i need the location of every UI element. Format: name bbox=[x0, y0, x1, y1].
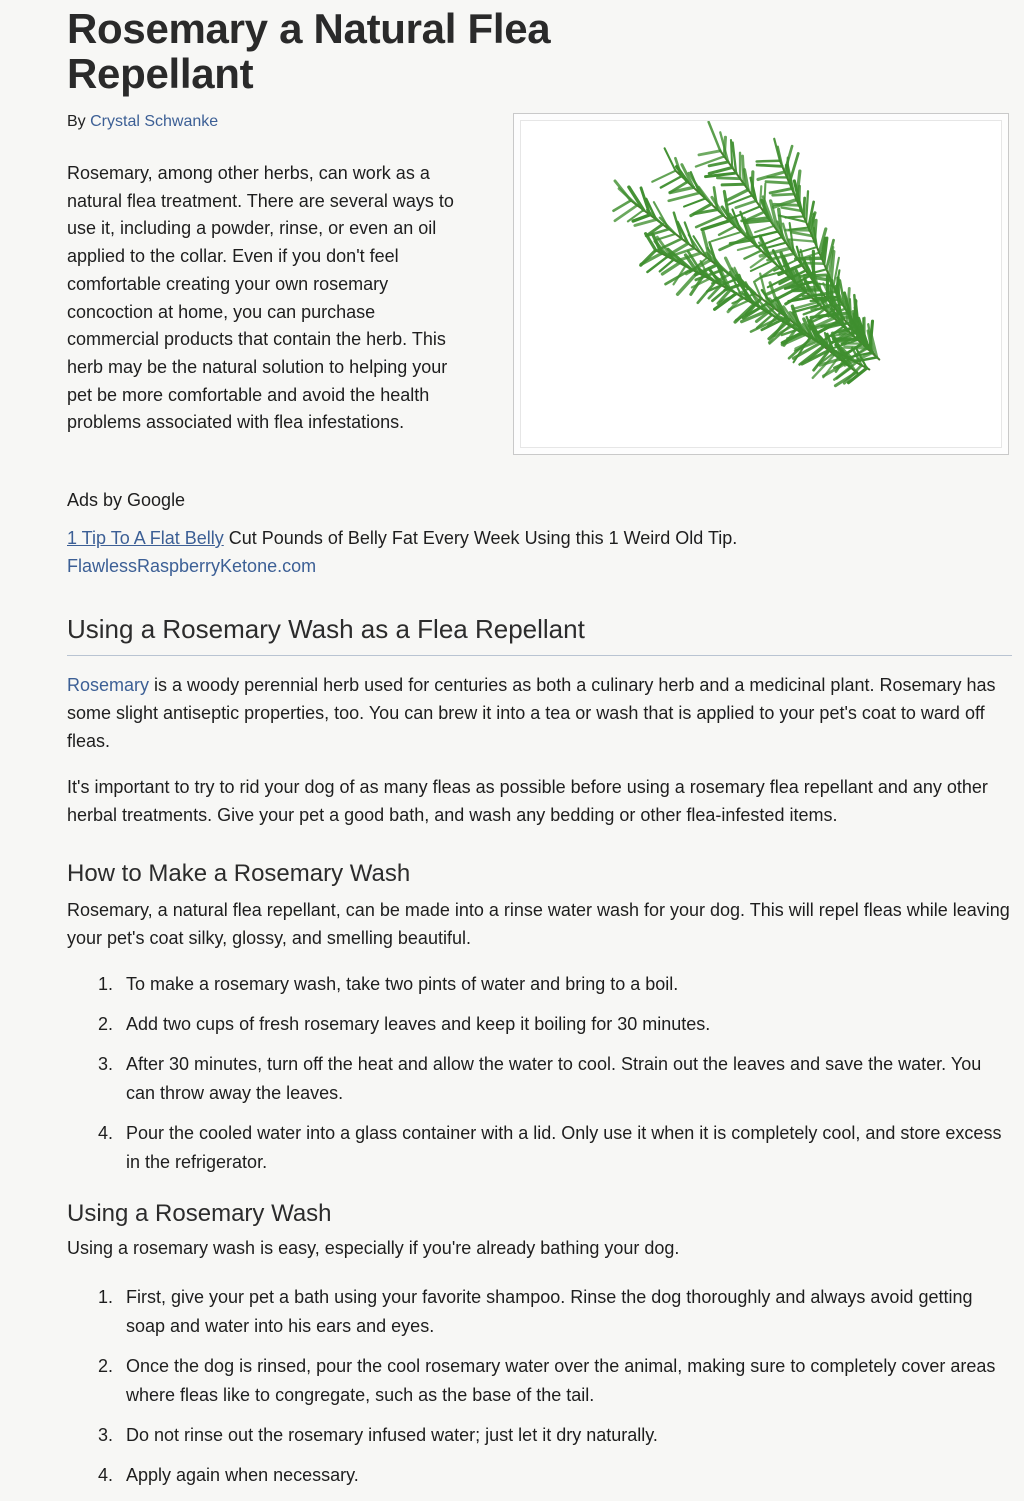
list-item-text: Pour the cooled water into a glass container with a lid. Only use it when it is completely cool, and store excess in the refrigerator. bbox=[126, 1123, 1001, 1172]
rosemary-needle bbox=[806, 191, 808, 222]
list-item-text: To make a rosemary wash, take two pints of water and bring to a boil. bbox=[126, 974, 678, 994]
rosemary-needle bbox=[792, 232, 812, 236]
list-number: 1. bbox=[98, 970, 113, 999]
list-number: 3. bbox=[98, 1050, 113, 1079]
rosemary-photo bbox=[513, 113, 1009, 455]
section3-intro: Using a rosemary wash is easy, especially if you're already bathing your dog. bbox=[67, 1234, 1017, 1262]
author-link[interactable]: Crystal Schwanke bbox=[90, 113, 218, 130]
rosemary-needle bbox=[811, 300, 840, 301]
rosemary-needle bbox=[816, 297, 839, 299]
ad-line bbox=[67, 528, 737, 549]
list-item bbox=[67, 1283, 1007, 1341]
rosemary-needle bbox=[711, 232, 741, 241]
rosemary-needle bbox=[782, 207, 802, 210]
rosemary-needle bbox=[722, 184, 744, 185]
rosemary-needle bbox=[744, 251, 761, 259]
section2-intro: Rosemary, a natural flea repellant, can be made into a rinse water wash for your dog. This will repel fleas while leaving your pet's coat silky, glossy, and smelling beautiful. bbox=[67, 896, 1017, 952]
rosemary-needle bbox=[709, 122, 721, 151]
list-item bbox=[67, 1421, 1007, 1450]
using-wash-steps bbox=[67, 1283, 1007, 1501]
rosemary-needle bbox=[665, 148, 676, 170]
rosemary-needle bbox=[794, 290, 820, 291]
list-number: 1. bbox=[98, 1283, 113, 1312]
list-number: 2. bbox=[98, 1010, 113, 1039]
section1-paragraph-1 bbox=[67, 671, 1017, 755]
intro-paragraph: Rosemary, among other herbs, can work as a natural flea treatment. There are several ways to use it, including a powder, rinse, or even an oil applied to the collar. Even if you don't feel comfortable creating your own rosemary concoction at home, you can purchase commercial products that contain the herb. This herb may be the natural solution to helping your pet be more comfortable and avoid the health problems associated with flea infestations. bbox=[67, 160, 462, 437]
rosemary-needle bbox=[652, 171, 675, 182]
rosemary-sprig-image bbox=[521, 121, 1001, 447]
list-item-text: First, give your pet a bath using your favorite shampoo. Rinse the dog thoroughly and always avoid getting soap and water into his ears and eyes. bbox=[126, 1287, 973, 1336]
rosemary-needle bbox=[669, 193, 700, 201]
list-item-text: Add two cups of fresh rosemary leaves and keep it boiling for 30 minutes. bbox=[126, 1014, 710, 1034]
rosemary-needle bbox=[770, 189, 792, 193]
ad-domain-link[interactable]: FlawlessRaspberryKetone.com bbox=[67, 556, 316, 577]
rosemary-needle bbox=[719, 226, 735, 234]
ad-link[interactable]: 1 Tip To A Flat Belly bbox=[67, 528, 224, 548]
rosemary-needle bbox=[730, 240, 750, 243]
rosemary-needle bbox=[684, 199, 705, 207]
rosemary-needle bbox=[736, 201, 756, 208]
list-number: 3. bbox=[98, 1421, 113, 1450]
list-number: 4. bbox=[98, 1461, 113, 1490]
list-item-text: Once the dog is rinsed, pour the cool rosemary water over the animal, making sure to completely cover areas where fleas like to congregate, such as the base of the tail. bbox=[126, 1356, 995, 1405]
rosemary-needle bbox=[699, 151, 720, 155]
rosemary-needle bbox=[766, 182, 789, 183]
make-wash-steps bbox=[67, 970, 1007, 1188]
rosemary-needle bbox=[804, 198, 805, 216]
list-item-text: After 30 minutes, turn off the heat and allow the water to cool. Strain out the leaves and save the water. You can throw away the leaves. bbox=[126, 1054, 981, 1103]
list-item bbox=[67, 1119, 1007, 1177]
rosemary-needle bbox=[717, 178, 740, 179]
article-title: Rosemary a Natural Flea Repellant bbox=[67, 6, 687, 96]
byline bbox=[67, 113, 218, 131]
rosemary-needle bbox=[773, 194, 795, 195]
list-number: 2. bbox=[98, 1352, 113, 1381]
rosemary-needle bbox=[699, 187, 712, 204]
list-item-text: Do not rinse out the rosemary infused water; just let it dry naturally. bbox=[126, 1425, 658, 1445]
ads-label: Ads by Google bbox=[67, 490, 185, 511]
rosemary-needle bbox=[757, 161, 780, 162]
rosemary-needle bbox=[832, 317, 851, 318]
list-number: 4. bbox=[98, 1119, 113, 1148]
rosemary-needle bbox=[709, 162, 728, 166]
rosemary-needle bbox=[803, 263, 824, 264]
rosemary-needle bbox=[766, 243, 786, 248]
section1-paragraph-2: It's important to try to rid your dog of as many fleas as possible before using a rosemary flea repellant and any other herbal treatments. Give your pet a good bath, and wash any bedding or other flea-infested items. bbox=[67, 773, 1017, 829]
list-item bbox=[67, 1010, 1007, 1039]
list-item bbox=[67, 1461, 1007, 1490]
rosemary-needle bbox=[774, 204, 799, 205]
section-heading-using-wash: Using a Rosemary Wash bbox=[67, 1200, 332, 1228]
rosemary-needle bbox=[812, 214, 814, 236]
list-item bbox=[67, 1352, 1007, 1410]
rosemary-needle bbox=[845, 347, 870, 348]
rosemary-needle bbox=[738, 245, 756, 250]
list-item bbox=[67, 1050, 1007, 1108]
rosemary-needle bbox=[796, 258, 822, 259]
list-item-text: Apply again when necessary. bbox=[126, 1465, 359, 1485]
rosemary-needle bbox=[614, 201, 631, 211]
rosemary-needle bbox=[757, 165, 782, 166]
list-item bbox=[67, 970, 1007, 999]
section-heading-rosemary-wash-repellant: Using a Rosemary Wash as a Flea Repellant bbox=[67, 614, 1012, 656]
ad-text: Cut Pounds of Belly Fat Every Week Using this 1 Weird Old Tip. bbox=[224, 528, 738, 548]
rosemary-needle bbox=[755, 226, 774, 232]
section-heading-how-to-make: How to Make a Rosemary Wash bbox=[67, 860, 410, 888]
rosemary-needle bbox=[790, 239, 814, 241]
rosemary-photo-frame bbox=[520, 120, 1002, 448]
section1-paragraph-1-text: is a woody perennial herb used for centuries as both a culinary herb and a medicinal plant. Rosemary has some slight antiseptic properties, too. You can brew it into a tea or wash that is applied to your pet's coat to ward off fleas. bbox=[67, 675, 996, 751]
rosemary-link[interactable]: Rosemary bbox=[67, 675, 149, 695]
byline-prefix: By bbox=[67, 113, 86, 130]
